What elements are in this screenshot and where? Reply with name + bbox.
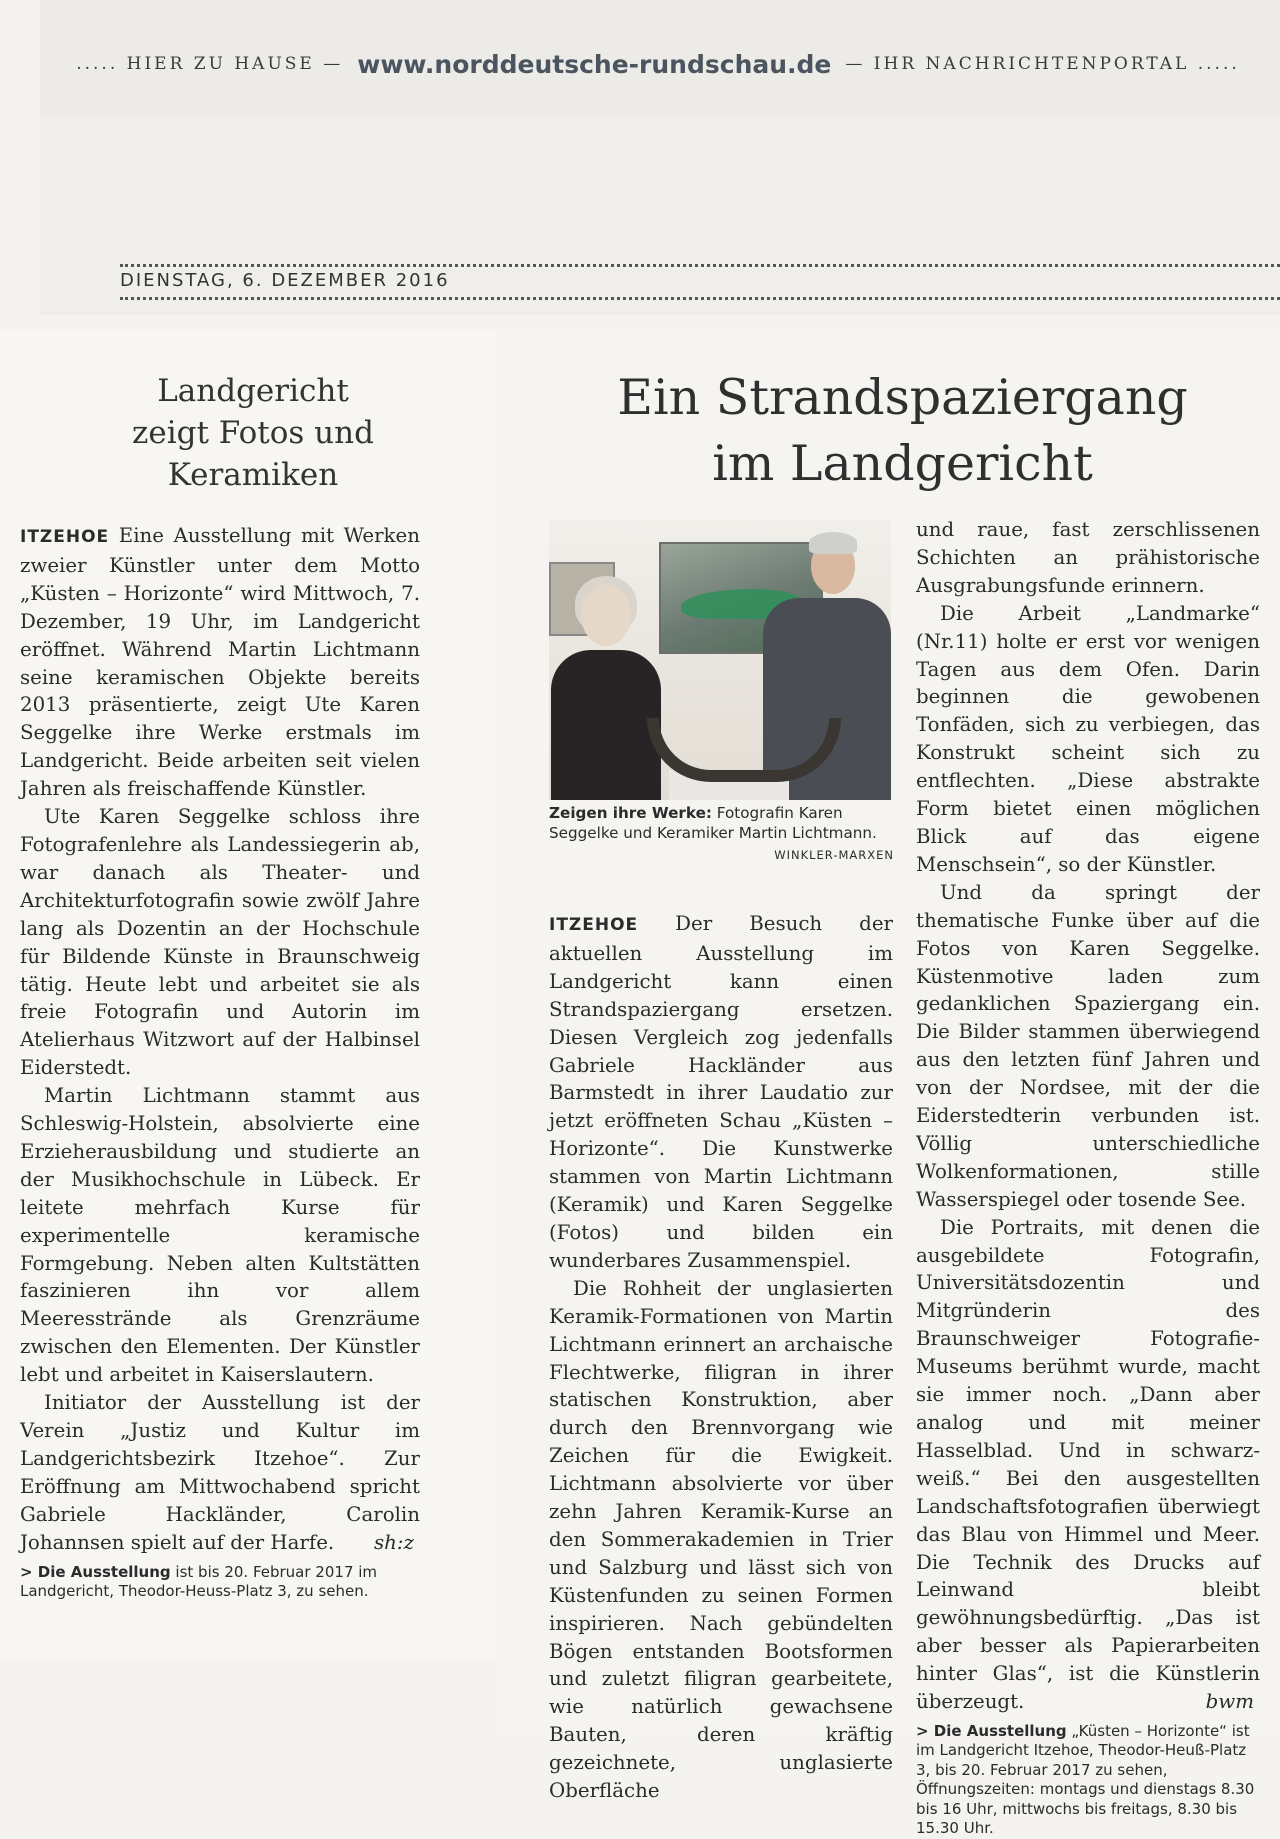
right-dateline: ITZEHOE (549, 915, 639, 935)
photo-caption: Zeigen ihre Werke: Fotografin Karen Seggelke und Keramiker Martin Lichtmann. WINKLER-MARXEN (549, 804, 894, 866)
issue-date: DIENSTAG, 6. DEZEMBER 2016 (120, 270, 450, 291)
right-article-title (545, 365, 1260, 497)
caption-lead: Zeigen ihre Werke: (549, 804, 712, 822)
right-signature: bwm (1205, 1690, 1254, 1714)
right-title-line: im Landgericht (712, 435, 1093, 492)
article-photo (549, 520, 891, 800)
right-info-box: > Die Ausstellung „Küsten – Horizonte“ ist im Landgericht Itzehoe, Theodor-Heuß-Platz 3, bis 20. Februar 2017 zu sehen, Öffnungszeiten: montags und dienstags 8.30 bis 16 Uhr, mittwochs bis freitags, 8.30 bis 15.30 Uhr. (916, 1721, 1255, 1838)
left-article-body (20, 522, 420, 1602)
right-info-lead: > Die Ausstellung (916, 1721, 1067, 1740)
left-paragraph: Martin Lichtmann stammt aus Schleswig-Holstein, absolvierte eine Erzieherausbildung und studierte an der Musikhochschule in Lübeck. Er leitete mehrfach Kurse für experimentelle keramische Formgebung. Neben alten Kultstätten faszinieren ihn vor allem Meeresstrände als Grenzräume zwischen den Elementen. Der Künstler lebt und arbeitet in Kaiserslautern. (20, 1084, 420, 1387)
right-title-line: Ein Strandspaziergang (617, 369, 1188, 426)
left-info-box: > Die Ausstellung ist bis 20. Februar 2017 im Landgericht, Theodor-Heuss-Platz 3, zu sehen. (20, 1562, 378, 1601)
dateline-rule-bottom (120, 297, 1280, 300)
left-title-line: Keramiken (167, 457, 339, 493)
right-paragraph: Die Portraits, mit denen die ausgebildete Fotografin, Universitätsdozentin und Mitgründerin des Braunschweiger Fotografie-Museums berühmt wurde, macht sie immer noch. „Dann aber analog und mit meiner Hasselblad. Und in schwarz-weiß.“ Bei den ausgestellten Landschaftsfotografien überwiegt das Blau von Himmel und Meer. Die Technik des Drucks auf Leinwand bleibt gewöhnungsbedürftig. „Das ist aber besser als Papierarbeiten hinter Glas“, ist die Künstlerin überzeugt. bwm (916, 1214, 1260, 1716)
left-article-title (20, 370, 486, 496)
left-title-line: zeigt Fotos und (132, 415, 374, 451)
left-info-lead: > Die Ausstellung (20, 1562, 171, 1581)
masthead-url: www.norddeutsche-rundschau.de (357, 49, 832, 79)
left-paragraph: Initiator der Ausstellung ist der Verein „Justiz und Kultur im Landgerichtsbezirk Itzehoe“. Zur Eröffnung am Mittwochabend spricht Gabriele Hackländer, Carolin Johannsen spielt auf der Harfe. sh:z (20, 1389, 420, 1556)
masthead-right: — IHR NACHRICHTENPORTAL ..... (845, 54, 1240, 74)
left-signature: sh:z (374, 1530, 414, 1554)
right-paragraph: Die Rohheit der unglasierten Keramik-Formationen von Martin Lichtmann erinnert an archaische Flechtwerke, filigran in ihrer statischen Konstruktion, aber durch den Brennvorgang wie Zeichen für die Ewigkeit. Lichtmann absolvierte vor über zehn Jahren Keramik-Kurse an den Sommerakademien in Trier und Salzburg und lässt sich von Küstenfunden zu seinen Formen inspirieren. Nach gebündelten Bögen entstanden Bootsformen und zuletzt filigran gearbeitete, wie natürlich gewachsene Bauten, deren kräftig gezeichnete, unglasierte Oberfläche (549, 1276, 893, 1803)
left-title-line: Landgericht (157, 373, 349, 409)
left-paragraph: Ute Karen Seggelke schloss ihre Fotografenlehre als Landessiegerin ab, war danach als Theater- und Architekturfotografin sowie zwölf Jahre lang als Dozentin an der Hochschule für Bildende Künste in Braunschweig tätig. Heute lebt und arbeitet sie als freie Fotografin und Autorin im Atelierhaus Witzwort auf der Halbinsel Eiderstedt. (20, 805, 420, 1080)
right-paragraph: und raue, fast zerschlissenen Schichten an prähistorische Ausgrabungsfunde erinnern. (916, 518, 1260, 597)
left-paragraph: ITZEHOE Eine Ausstellung mit Werken zweier Künstler unter dem Motto „Küsten – Horizonte“ wird Mittwoch, 7. Dezember, 19 Uhr, im Landgericht eröffnet. Während Martin Lichtmann seine keramischen Objekte bereits 2013 präsentierte, zeigt Ute Karen Seggelke ihre Werke erstmals im Landgericht. Beide arbeiten seit vielen Jahren als freischaffende Künstler. (20, 524, 420, 801)
right-article-column-2 (916, 516, 1260, 1839)
photo-credit: WINKLER-MARXEN (774, 848, 894, 862)
masthead-left: ..... HIER ZU HAUSE — (76, 54, 344, 74)
right-paragraph: Die Arbeit „Landmarke“ (Nr.11) holte er erst vor wenigen Tagen aus dem Ofen. Darin beginnen die gewobenen Tonfäden, sich zu verbiegen, das Konstrukt scheint sich zu entflechten. „Diese abstrakte Form bietet einen möglichen Blick auf das eigene Menschsein“, so der Künstler. (916, 601, 1260, 876)
right-paragraph: Und da springt der thematische Funke über auf die Fotos von Karen Seggelke. Küstenmotive laden zum gedanklichen Spaziergang ein. Die Bilder stammen überwiegend aus den letzten fünf Jahren und von der Nordsee, mit der die Eiderstedterin verbunden ist. Völlig unterschiedliche Wolkenformationen, stille Wasserspiegel oder tosende See. (916, 880, 1260, 1211)
photo-person-woman (581, 584, 631, 646)
masthead (36, 44, 1280, 84)
left-dateline: ITZEHOE (20, 527, 110, 547)
right-article-column-1 (549, 910, 893, 1805)
dateline-rule-top (120, 264, 1280, 267)
right-paragraph: ITZEHOE Der Besuch der aktuellen Ausstellung im Landgericht kann einen Strandspaziergang ersetzen. Diesen Vergleich zog jedenfalls Gabriele Hackländer aus Barmstedt in ihrer Laudatio zur jetzt eröffneten Schau „Küsten – Horizonte“. Die Kunstwerke stammen von Martin Lichtmann (Keramik) und Karen Seggelke (Fotos) und bilden ein wunderbares Zusammenspiel. (549, 912, 893, 1272)
